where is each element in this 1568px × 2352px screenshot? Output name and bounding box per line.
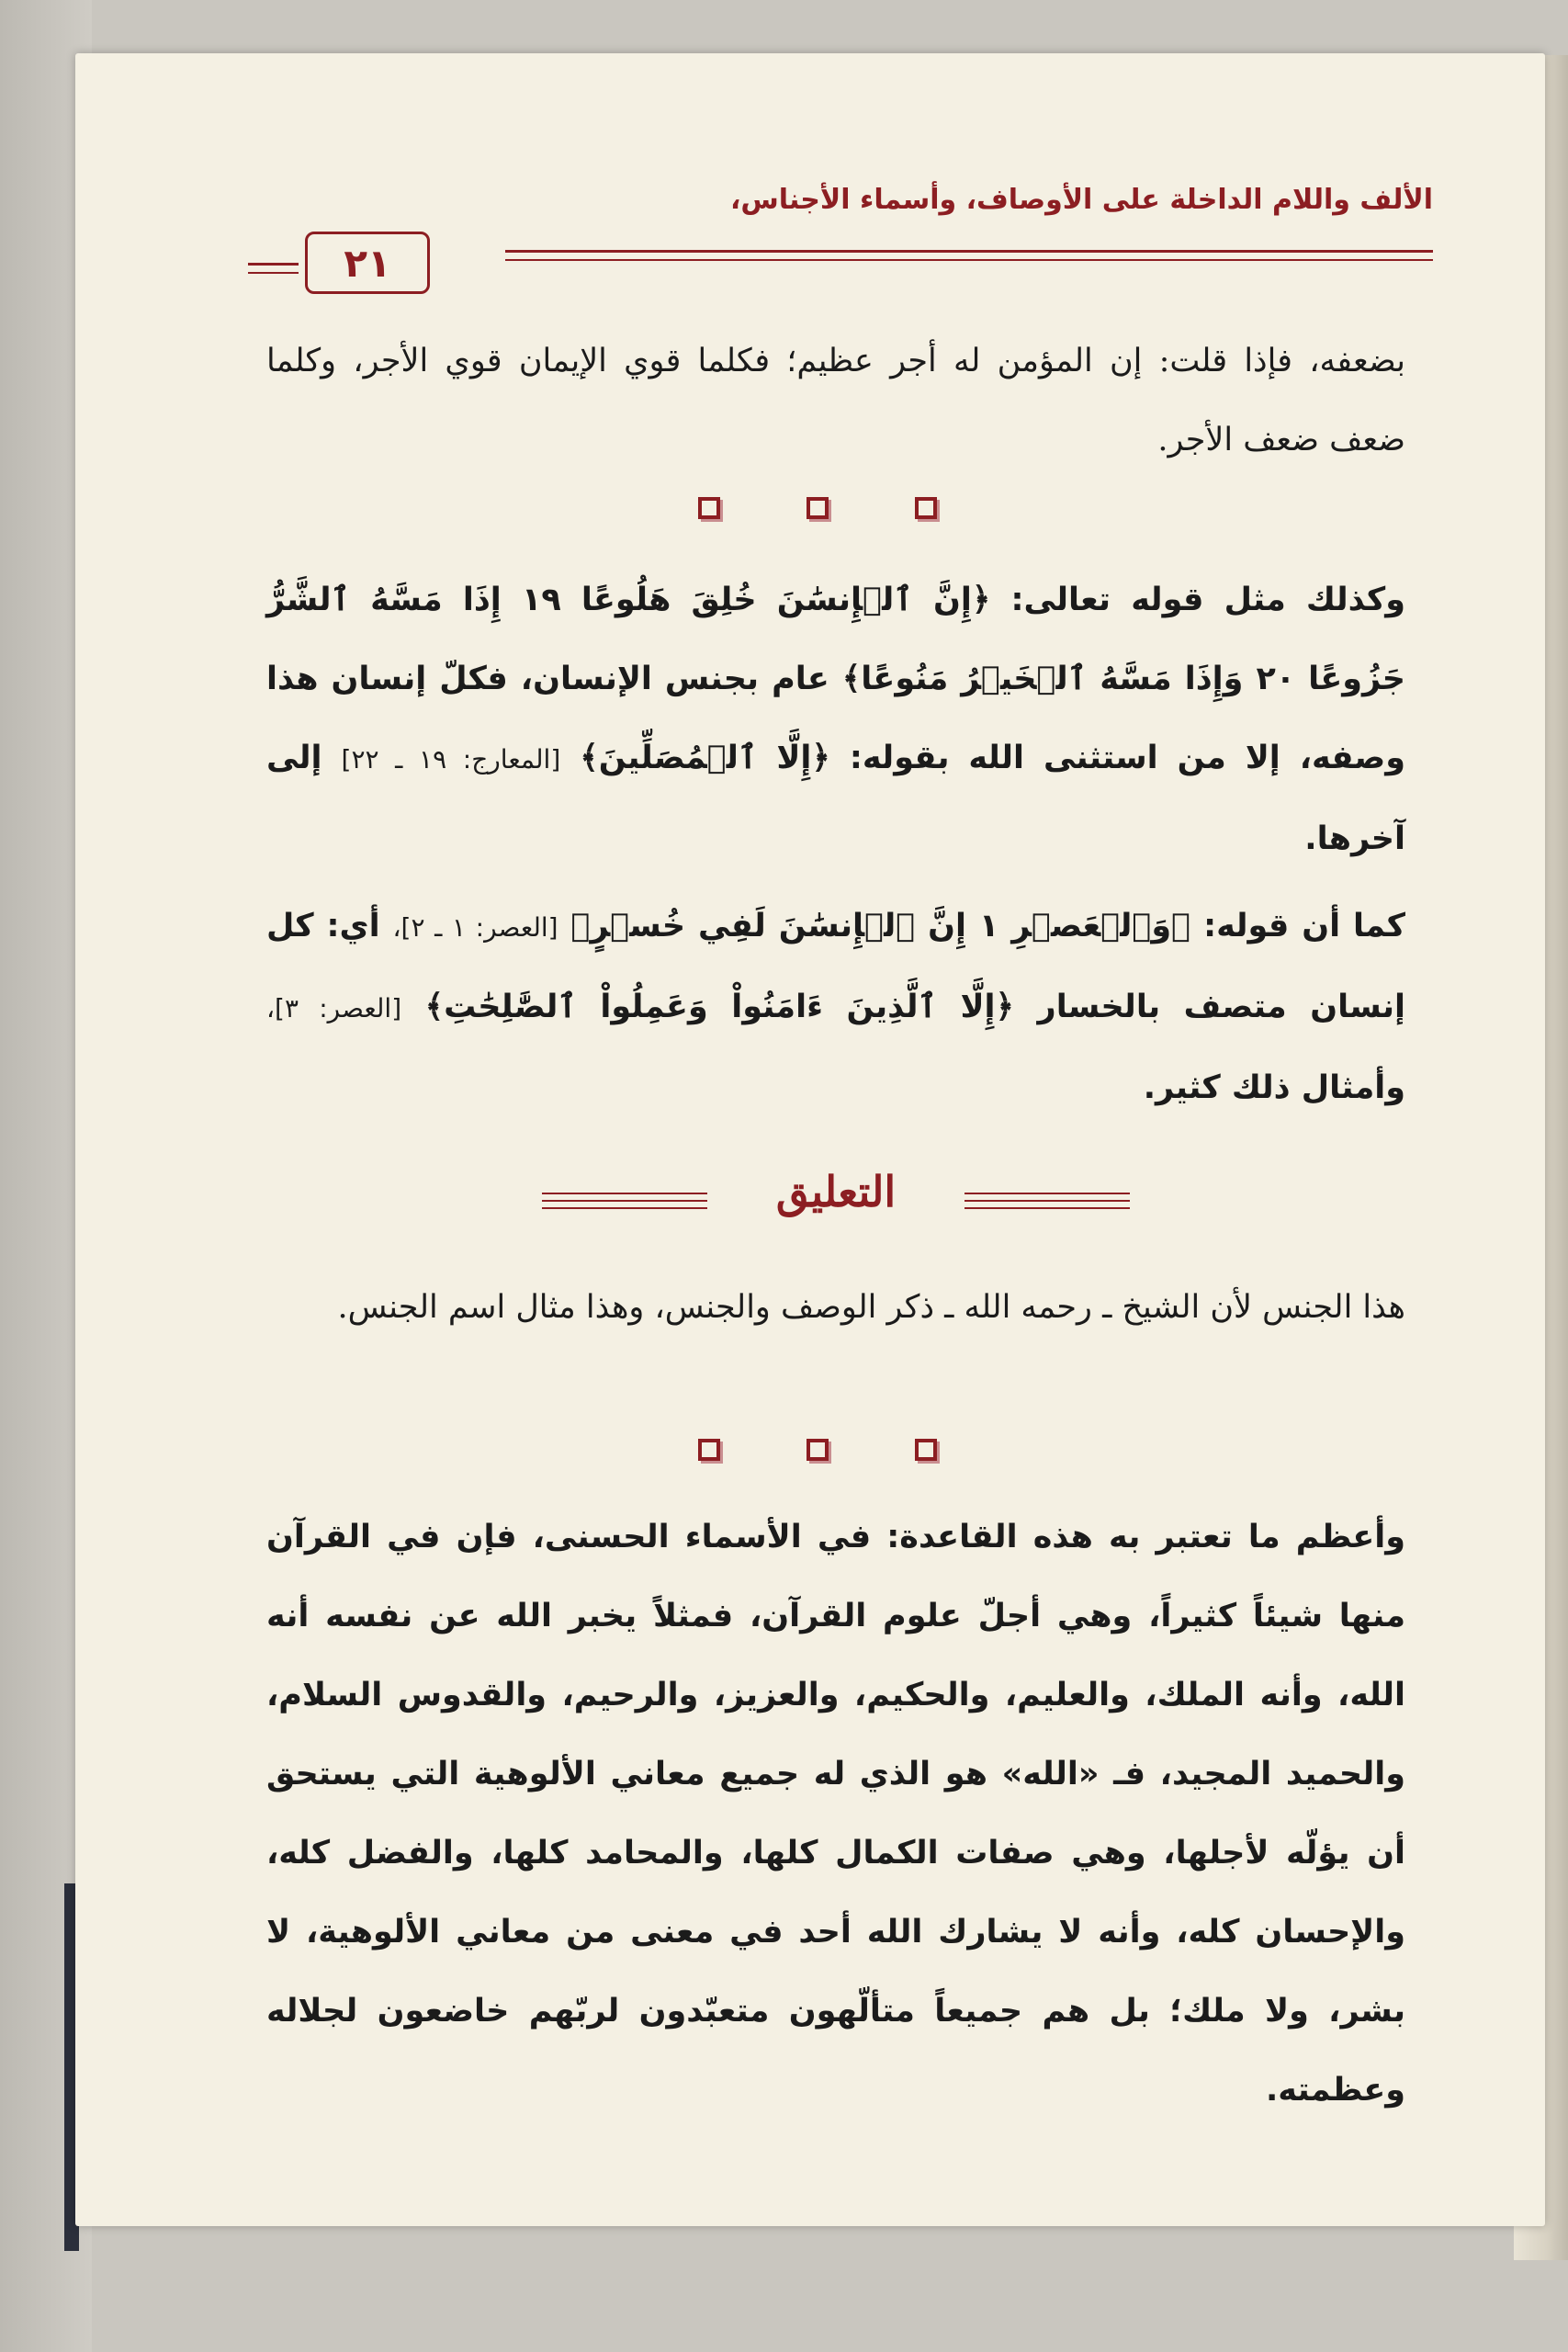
- ornament-square-icon: [807, 1439, 829, 1461]
- ornament-square-icon: [915, 1439, 937, 1461]
- section-title: التعليق: [775, 1167, 897, 1216]
- running-title: الألف واللام الداخلة على الأوصاف، وأسماء الأجناس،: [729, 184, 1433, 216]
- citation-asr-2: [العصر: ٣]،: [266, 993, 402, 1023]
- ornament-square-icon: [807, 497, 829, 519]
- ornament-square-icon: [698, 1439, 720, 1461]
- ornament-square-icon: [698, 497, 720, 519]
- paragraph-1: بضعفه، فإذا قلت: إن المؤمن له أجر عظيم؛ فكلما قوي الإيمان قوي الأجر، وكلما ضعف ضعف الأجر.: [266, 343, 1405, 458]
- heading-rule-right: [964, 1193, 1130, 1209]
- paragraph-3-text: كما أن قوله: ﴿وَٱلۡعَصۡرِ ١ إِنَّ ٱلۡإِنسَٰنَ لَفِي خُسۡرٍ﴾: [570, 908, 1405, 944]
- paragraph-3: [266, 887, 1405, 1127]
- paragraph-5: وأعظم ما تعتبر به هذه القاعدة: في الأسماء الحسنى، فإن في القرآن منها شيئاً كثيراً، وهي أجلّ علوم القرآن، فمثلاً يخبر الله عن نفسه أنه الله، وأنه الملك، والعليم، والحكيم، والعزيز، والرحيم، والقدوس السلام، والحميد المجيد، فـ «الله» هو الذي له جميع معاني الألوهية التي يستحق أن يؤلّه لأجلها، وهي صفات الكمال كلها، والمحامد كلها، والفضل كله، والإحسان كله، وأنه لا يشارك الله أحد في معنى من معاني الألوهية، لا بشر، ولا ملك؛ بل هم جميعاً متألّهون متعبّدون لربّهم خاضعون لجلاله وعظمته.: [266, 1519, 1405, 2109]
- heading-rule-left: [542, 1193, 707, 1209]
- header-rule: [505, 250, 1433, 261]
- header-rule-left: [248, 263, 299, 274]
- paragraph-3-end: وأمثال ذلك كثير.: [1143, 1069, 1405, 1106]
- page-header: [248, 184, 1433, 285]
- paragraph-3-b: أي: كل إنسان متصف بالخسار ﴿إِلَّا ٱلَّذِينَ ءَامَنُواْ وَعَمِلُواْ ٱلصَّٰلِحَٰتِ﴾: [266, 908, 1405, 1025]
- page-number: ٢١: [305, 232, 430, 294]
- paragraph-2-end: إلى آخرها.: [266, 740, 1405, 857]
- paragraph-2-text: وكذلك مثل قوله تعالى: ﴿إِنَّ ٱلۡإِنسَٰنَ خُلِقَ هَلُوعًا ١٩ إِذَا مَسَّهُ ٱلشَّرُّ جَزُوعًا ٢٠ وَإِذَا مَسَّهُ ٱلۡخَيۡرُ مَنُوعًا﴾ عام بجنس الإنسان، فكلّ إنسان هذا وصفه، إلا من استثنى الله بقوله: ﴿إِلَّا ٱلۡمُصَلِّينَ﴾: [266, 582, 1406, 776]
- ornament-square-icon: [915, 497, 937, 519]
- paragraph-4: هذا الجنس لأن الشيخ ـ رحمه الله ـ ذكر الوصف والجنس، وهذا مثال اسم الجنس.: [337, 1289, 1405, 1326]
- paragraph-2: [266, 560, 1405, 878]
- separator-squares-1: [698, 492, 937, 525]
- citation-maarij: [المعارج: ١٩ ـ ٢٢]: [341, 744, 561, 775]
- separator-squares-2: [698, 1433, 937, 1466]
- section-heading: [542, 1167, 1130, 1240]
- citation-asr-1: [العصر: ١ ـ ٢]،: [392, 912, 558, 943]
